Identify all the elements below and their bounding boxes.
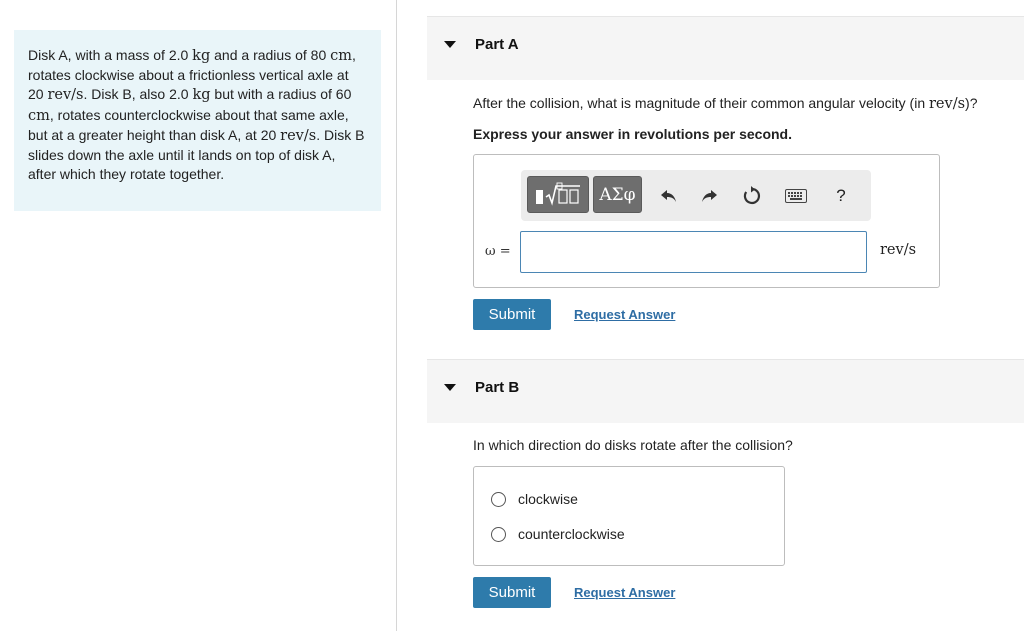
part-a-submit-button[interactable]: Submit <box>473 299 551 330</box>
part-a-header[interactable] <box>427 16 1024 80</box>
redo-icon[interactable] <box>697 185 721 207</box>
problem-text-segment: and a radius of <box>210 47 311 63</box>
question-unit: rev/s <box>929 96 966 112</box>
column-divider <box>396 0 397 631</box>
greek-symbols-button[interactable]: ΑΣφ <box>593 176 642 213</box>
problem-text-segment: , rotates counterclockwise about that same axle, but at a greater height than disk A, at 20 <box>28 106 349 143</box>
math-toolbar <box>521 170 871 221</box>
answer-box <box>473 154 940 288</box>
problem-text <box>28 46 367 184</box>
part-a-title: Part A <box>475 36 519 53</box>
options-box <box>473 466 785 566</box>
math-unit: rev/s <box>280 127 317 144</box>
math-unit: cm <box>330 48 352 64</box>
math-unit: cm <box>28 107 50 124</box>
part-a-request-answer-link[interactable]: Request Answer <box>574 307 676 322</box>
undo-icon[interactable] <box>657 185 681 207</box>
part-a-instruction: Express your answer in revolutions per second. <box>473 126 792 142</box>
problem-text-segment: , rotates clockwise about a frictionless vertical axle at 20 <box>28 47 356 103</box>
keyboard-icon[interactable] <box>783 185 809 207</box>
part-b-submit-button[interactable]: Submit <box>473 577 551 608</box>
problem-text-segment: . Disk B slides down the axle until it lands on top of disk A, after which they rotate together. <box>28 126 365 183</box>
unit-label: rev/s <box>880 242 917 258</box>
problem-text-segment: Disk A, with a mass of 2.0 <box>28 47 193 63</box>
problem-statement <box>14 30 381 211</box>
omega-label: ω = <box>485 244 511 259</box>
reset-icon[interactable] <box>739 185 765 207</box>
part-b-request-answer-link[interactable]: Request Answer <box>574 585 676 600</box>
part-b-question: In which direction do disks rotate after the collision? <box>473 437 793 453</box>
angular-velocity-input[interactable] <box>520 231 867 273</box>
radio-button[interactable] <box>491 527 506 542</box>
problem-text-segment: 80 <box>310 47 331 63</box>
option-counterclockwise[interactable]: counterclockwise <box>491 526 625 542</box>
radio-button[interactable] <box>491 492 506 507</box>
math-unit: kg <box>192 87 211 104</box>
math-unit: rev/s <box>47 87 84 104</box>
math-unit: kg <box>192 48 211 64</box>
help-button[interactable]: ? <box>836 186 846 205</box>
problem-text-segment: . Disk B, also 2.0 <box>83 86 193 103</box>
collapse-caret-icon[interactable] <box>444 41 456 48</box>
part-b-header[interactable] <box>427 359 1024 423</box>
template-sqrt-icon[interactable] <box>527 176 589 213</box>
collapse-caret-icon[interactable] <box>444 384 456 391</box>
part-a-question: After the collision, what is magnitude of their common angular velocity (in rev/s)? <box>473 95 978 112</box>
option-clockwise[interactable]: clockwise <box>491 491 578 507</box>
part-b-title: Part B <box>475 379 520 396</box>
problem-text-segment: but with a radius of 60 <box>210 86 352 103</box>
